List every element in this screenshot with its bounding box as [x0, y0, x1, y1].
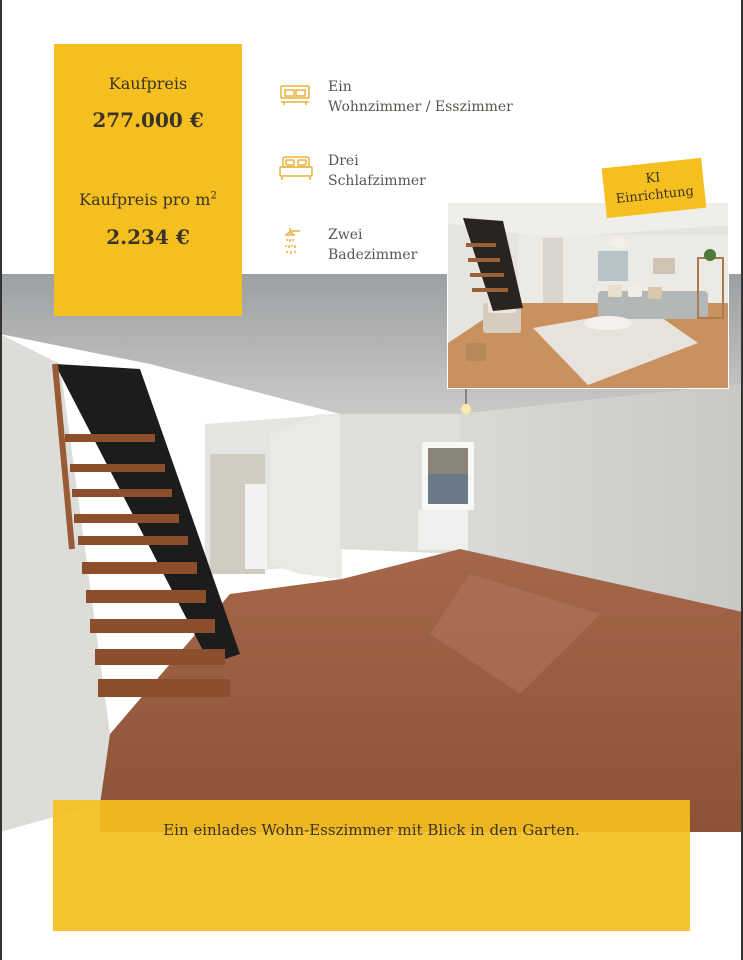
feature-bedrooms [278, 151, 426, 191]
feature-living-label: Wohnzimmer / Esszimmer [328, 99, 513, 115]
price-box [54, 44, 242, 316]
feature-bedrooms-count: Drei [328, 153, 359, 169]
feature-bathrooms-label: Badezimmer [328, 247, 418, 263]
shower-icon [278, 225, 314, 259]
price-per-sqm-value: 2.234 € [106, 225, 190, 249]
caption-text: Ein einlades Wohn-Esszimmer mit Blick in den Garten. [163, 821, 580, 839]
ai-badge-line1: KI [644, 170, 662, 187]
bed-icon [278, 151, 314, 185]
sofa-icon [278, 77, 314, 111]
ai-staging-badge [602, 158, 707, 218]
feature-bathrooms-count: Zwei [328, 227, 363, 243]
price-label: Kaufpreis [108, 74, 188, 93]
caption-box [53, 800, 690, 931]
feature-bathrooms [278, 225, 417, 265]
price-per-sqm-label: Kaufpreis pro $m^2$ [79, 190, 217, 209]
ai-badge-line2: Einrichtung [615, 183, 695, 208]
feature-living-room [278, 77, 513, 117]
feature-living-count: Ein [328, 79, 352, 95]
feature-bedrooms-label: Schlafzimmer [328, 173, 426, 189]
ai-staged-photo [447, 202, 729, 389]
price-value: 277.000 € [92, 108, 204, 132]
